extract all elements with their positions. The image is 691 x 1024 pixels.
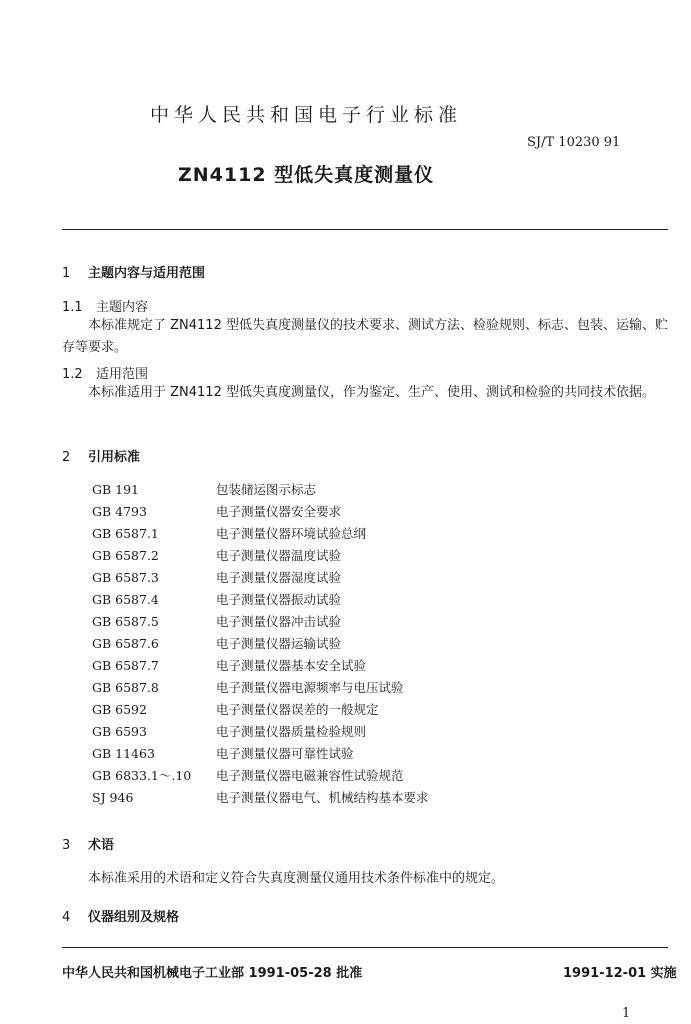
footer-divider [62, 947, 668, 948]
section-2-heading [62, 446, 140, 465]
reference-code: GB 6592 [92, 702, 147, 717]
section-3-title: 术语 [88, 838, 115, 853]
section-4-title: 仪器组别及规格 [88, 910, 180, 925]
header-divider [62, 229, 668, 230]
document-title: ZN4112 型低失真度测量仪 [178, 164, 435, 186]
page-number: 1 [622, 1006, 631, 1021]
reference-name: 电子测量仪器运输试验 [216, 636, 342, 651]
section-2-number: 2 [62, 450, 71, 465]
reference-row [92, 589, 341, 611]
section-4-heading [62, 906, 179, 925]
reference-name: 电子测量仪器振动试验 [216, 592, 342, 607]
section-3-heading [62, 834, 114, 853]
section-2-title: 引用标准 [88, 450, 141, 465]
reference-row [92, 611, 341, 633]
reference-name: 电子测量仪器基本安全试验 [216, 658, 367, 673]
subsection-1-1-text: 本标准规定了 ZN4112 型低失真度测量仪的技术要求、测试方法、检验规则、标志、包装、运输、贮存等要求。 [62, 318, 668, 355]
reference-row [92, 677, 404, 699]
reference-row [92, 721, 366, 743]
reference-code: GB 6833.1～.10 [92, 768, 192, 783]
reference-code: GB 6587.6 [92, 636, 159, 651]
section-3-text: 本标准采用的术语和定义符合失真度测量仪通用技术条件标准中的规定。 [88, 871, 505, 886]
reference-name: 电子测量仪器安全要求 [216, 504, 342, 519]
reference-name: 电子测量仪器误差的一般规定 [216, 702, 379, 717]
reference-name: 电子测量仪器环境试验总纲 [216, 526, 367, 541]
reference-name: 包装储运图示标志 [216, 482, 317, 497]
reference-row [92, 633, 341, 655]
section-4-number: 4 [62, 910, 71, 925]
subsection-1-1-heading [62, 296, 148, 315]
reference-name: 电子测量仪器电气、机械结构基本要求 [216, 790, 429, 805]
approval-statement: 中华人民共和国机械电子工业部 1991-05-28 批准 [62, 966, 363, 981]
effective-date: 1991-12-01 实施 [563, 966, 677, 981]
issuing-body-title: 中华人民共和国电子行业标准 [150, 104, 463, 126]
reference-name: 电子测量仪器温度试验 [216, 548, 342, 563]
reference-code: GB 6587.4 [92, 592, 159, 607]
reference-row [92, 765, 404, 787]
reference-row [92, 479, 316, 501]
reference-row [92, 655, 366, 677]
section-1-title: 主题内容与适用范围 [88, 266, 206, 281]
reference-name: 电子测量仪器电磁兼容性试验规范 [216, 768, 404, 783]
reference-row [92, 787, 429, 809]
reference-code: GB 4793 [92, 504, 147, 519]
standard-number: SJ/T 10230 91 [527, 135, 621, 150]
reference-code: GB 6587.3 [92, 570, 159, 585]
reference-code: GB 6587.8 [92, 680, 159, 695]
reference-code: GB 6593 [92, 724, 147, 739]
reference-name: 电子测量仪器质量检验规则 [216, 724, 367, 739]
subsection-1-1-title: 主题内容 [96, 300, 149, 315]
reference-row [92, 699, 379, 721]
reference-row [92, 545, 341, 567]
reference-code: GB 6587.1 [92, 526, 159, 541]
subsection-1-2-title: 适用范围 [96, 367, 149, 382]
reference-code: GB 6587.5 [92, 614, 159, 629]
reference-code: GB 191 [92, 482, 140, 497]
reference-name: 电子测量仪器可靠性试验 [216, 746, 354, 761]
reference-row [92, 567, 341, 589]
reference-code: GB 11463 [92, 746, 155, 761]
subsection-1-1-number: 1.1 [62, 300, 83, 315]
reference-name: 电子测量仪器冲击试验 [216, 614, 342, 629]
reference-row [92, 523, 366, 545]
subsection-1-2-text: 本标准适用于 ZN4112 型低失真度测量仪，作为鉴定、生产、使用、测试和检验的共同技术依据。 [88, 385, 655, 400]
section-1-number: 1 [62, 266, 71, 281]
reference-row [92, 743, 354, 765]
reference-code: GB 6587.2 [92, 548, 159, 563]
reference-code: SJ 946 [92, 790, 134, 805]
subsection-1-2-heading [62, 363, 148, 382]
reference-row [92, 501, 341, 523]
section-1-heading [62, 262, 205, 281]
reference-name: 电子测量仪器电源频率与电压试验 [216, 680, 404, 695]
subsection-1-2-number: 1.2 [62, 367, 83, 382]
reference-code: GB 6587.7 [92, 658, 159, 673]
reference-name: 电子测量仪器湿度试验 [216, 570, 342, 585]
section-3-number: 3 [62, 838, 71, 853]
